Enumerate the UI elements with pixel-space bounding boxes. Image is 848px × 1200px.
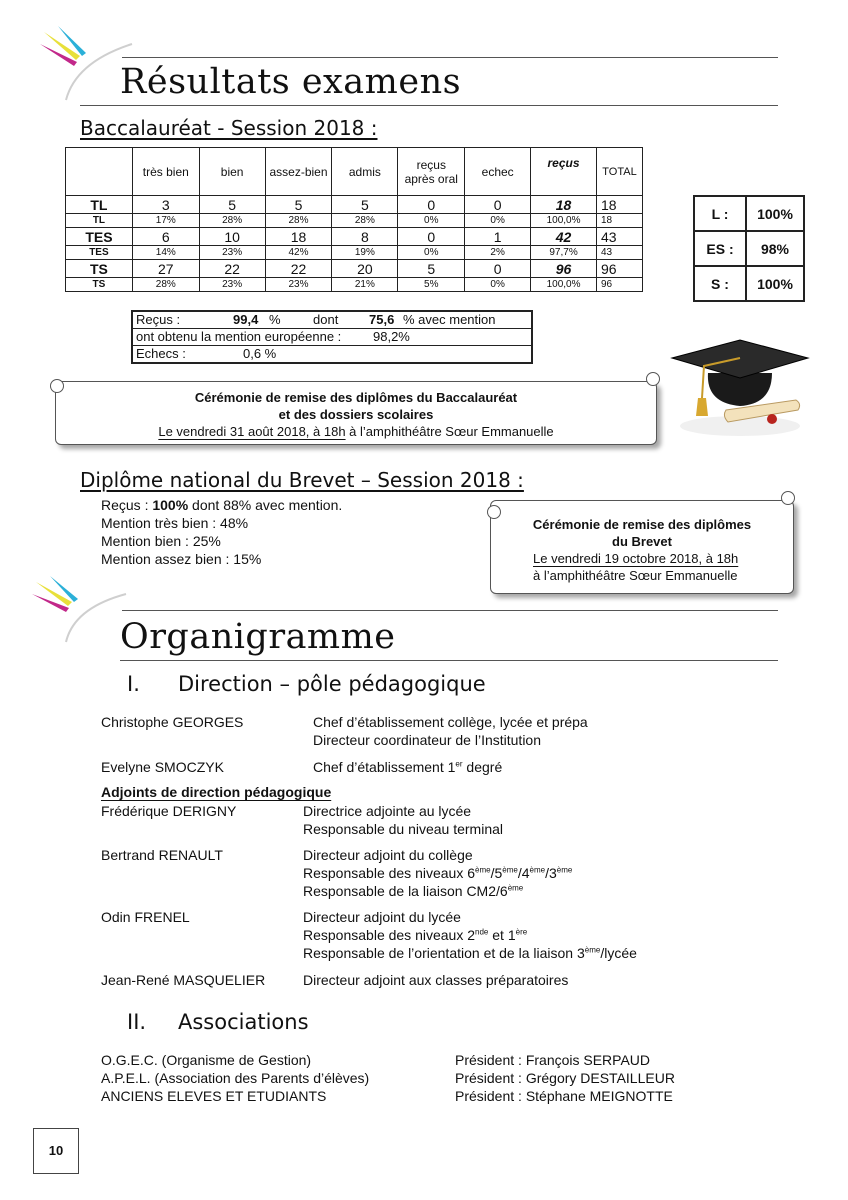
section2-title: Associations: [178, 1010, 309, 1034]
adjoint-role: Directeur adjoint du collège: [303, 847, 473, 863]
header-recus: reçus: [531, 148, 597, 196]
table-cell: 0%: [465, 278, 531, 292]
recap-recus-value: 99,4: [233, 312, 259, 327]
row-label: TL: [66, 196, 133, 214]
recap-recus-line: [133, 312, 531, 329]
header-total: TOTAL: [596, 148, 642, 196]
recap-euro-line: [133, 329, 531, 346]
association-name: A.P.E.L. (Association des Parents d’élèves): [101, 1070, 370, 1086]
role-text: Responsable de l’orientation et de la liaison 3: [303, 945, 585, 961]
orga-heading: Organigramme: [120, 617, 396, 657]
adjoint-role: Responsable des niveaux 6ème/5ème/4ème/3ème: [303, 865, 573, 881]
adjoint-role: Directrice adjointe au lycée: [303, 803, 472, 819]
bac-subheading: Baccalauréat - Session 2018 :: [80, 116, 378, 140]
table-cell: 28%: [199, 214, 265, 228]
table-row: [694, 196, 804, 231]
table-cell: 42%: [265, 246, 332, 260]
role-sup: er: [455, 759, 463, 769]
page-number: 10: [33, 1128, 79, 1174]
recap-euro-text: ont obtenu la mention européenne :: [136, 329, 342, 344]
brevet-ceremony-line2: du Brevet: [612, 534, 672, 549]
table-cell: 28%: [265, 214, 332, 228]
recap-mention-text: % avec mention: [403, 312, 496, 327]
table-cell: 18: [531, 196, 597, 214]
bac-ceremony-line2: et des dossiers scolaires: [278, 407, 434, 422]
brevet-subheading: Diplôme national du Brevet – Session 2018 :: [80, 468, 524, 492]
recap-echec-line: [133, 346, 531, 362]
bac-ceremony-place: à l’amphithéâtre Sœur Emmanuelle: [345, 424, 554, 439]
table-cell: 96: [531, 260, 597, 278]
scroll-curl-icon: [646, 372, 660, 386]
association-name: ANCIENS ELEVES ET ETUDIANTS: [101, 1088, 327, 1104]
row-label: TL: [66, 214, 133, 228]
association-president: Président : François SERPAUD: [455, 1052, 651, 1068]
table-row: [66, 196, 643, 214]
bac-success-rates: [693, 195, 805, 302]
recap-recus-percent: %: [269, 312, 281, 327]
adjoint-name: Bertrand RENAULT: [101, 847, 223, 863]
table-cell: 1: [465, 228, 531, 246]
table-cell: 96: [596, 260, 642, 278]
table-cell: 14%: [132, 246, 199, 260]
header-bien: bien: [199, 148, 265, 196]
director-role: Directeur coordinateur de l’Institution: [313, 732, 542, 748]
table-cell: 18: [265, 228, 332, 246]
orga-heading-rule: [120, 660, 778, 661]
table-cell: 0%: [465, 214, 531, 228]
scroll-curl-icon: [487, 505, 501, 519]
table-cell: 43: [596, 246, 642, 260]
graduation-cap-icon: [668, 318, 813, 440]
table-cell: 23%: [199, 278, 265, 292]
row-label: TES: [66, 246, 133, 260]
top-rule: [122, 57, 778, 58]
role-text: Responsable des niveaux 6: [303, 865, 476, 881]
brevet-ceremony-place: à l’amphithéâtre Sœur Emmanuelle: [533, 568, 738, 583]
table-cell: 5: [199, 196, 265, 214]
header-recus-apres-oral: reçus après oral: [398, 148, 465, 196]
table-cell: 0: [398, 228, 465, 246]
association-president: Président : Stéphane MEIGNOTTE: [455, 1088, 673, 1104]
role-text: degré: [462, 759, 503, 775]
header-tres-bien: très bien: [132, 148, 199, 196]
table-cell: 22: [265, 260, 332, 278]
recap-echec-value: 0,6 %: [243, 346, 277, 361]
bac-ceremony-date: Le vendredi 31 août 2018, à 18h: [158, 424, 346, 439]
row-label: TES: [66, 228, 133, 246]
table-cell: 17%: [132, 214, 199, 228]
adjoint-name: Frédérique DERIGNY: [101, 803, 237, 819]
brevet-mention-bien: Mention bien : 25%: [101, 533, 221, 549]
role-text: Responsable des niveaux 2: [303, 927, 476, 943]
table-cell: 0: [465, 196, 531, 214]
brevet-recus-detail: dont 88% avec mention.: [188, 497, 343, 513]
table-cell: 28%: [132, 278, 199, 292]
section2-number: II.: [127, 1010, 147, 1034]
table-cell: 96: [596, 278, 642, 292]
table-row: [66, 246, 643, 260]
rate-value: 98%: [746, 231, 804, 266]
association-president: Président : Grégory DESTAILLEUR: [455, 1070, 675, 1086]
brevet-ceremony-date-text: Le vendredi 19 octobre 2018, à 18h: [533, 551, 739, 566]
brevet-recus-value: 100%: [152, 497, 189, 513]
table-row: [66, 228, 643, 246]
scroll-curl-icon: [781, 491, 795, 505]
adjoints-title: Adjoints de direction pédagogique: [101, 784, 332, 800]
table-cell: 18: [596, 196, 642, 214]
role-text: et 1: [488, 927, 516, 943]
table-row: [694, 231, 804, 266]
header-assez-bien: assez-bien: [265, 148, 332, 196]
table-row: [66, 214, 643, 228]
table-cell: 10: [199, 228, 265, 246]
heading-rule: [80, 105, 778, 106]
table-cell: 43: [596, 228, 642, 246]
rate-label: S :: [694, 266, 746, 301]
bac-ceremony-when: [56, 423, 656, 440]
table-cell: 19%: [332, 246, 398, 260]
table-cell: 42: [531, 228, 597, 246]
role-text: /lycée: [600, 945, 637, 961]
table-cell: 6: [132, 228, 199, 246]
adjoint-role: Responsable de la liaison CM2/6ème: [303, 883, 524, 899]
section1-title: Direction – pôle pédagogique: [178, 672, 486, 696]
corner-cell: [66, 148, 133, 196]
brevet-recus: [101, 496, 342, 514]
table-cell: 2%: [465, 246, 531, 260]
recap-mention-value: 75,6: [369, 312, 395, 327]
row-label: TS: [66, 278, 133, 292]
brevet-mention-assez-bien: Mention assez bien : 15%: [101, 551, 262, 567]
brevet-ceremony-scroll: [490, 500, 794, 594]
table-cell: 100,0%: [531, 214, 597, 228]
table-cell: 100,0%: [531, 278, 597, 292]
director-role: Chef d’établissement collège, lycée et prépa: [313, 714, 588, 730]
role-text: Chef d’établissement 1: [313, 759, 456, 775]
table-cell: 0: [398, 196, 465, 214]
adjoint-role: Directeur adjoint du lycée: [303, 909, 461, 925]
table-cell: 0%: [398, 214, 465, 228]
table-cell: 0: [465, 260, 531, 278]
table-cell: 97,7%: [531, 246, 597, 260]
table-cell: 23%: [265, 278, 332, 292]
table-row: [694, 266, 804, 301]
table-cell: 5: [265, 196, 332, 214]
table-cell: 3: [132, 196, 199, 214]
table-cell: 21%: [332, 278, 398, 292]
role-sup: ère: [515, 927, 528, 937]
recap-echec-label: Echecs :: [136, 346, 186, 361]
recap-euro-value: 98,2%: [373, 329, 410, 344]
table-row: [66, 260, 643, 278]
rate-label: ES :: [694, 231, 746, 266]
role-sup: ème: [584, 945, 601, 955]
role-sup: nde: [475, 927, 489, 937]
table-cell: 5: [332, 196, 398, 214]
table-cell: 20: [332, 260, 398, 278]
bac-ceremony-line1: Cérémonie de remise des diplômes du Baccalauréat: [194, 390, 518, 405]
table-cell: 28%: [332, 214, 398, 228]
row-label: TS: [66, 260, 133, 278]
adjoint-name: Jean-René MASQUELIER: [101, 972, 266, 988]
adjoint-role: [303, 944, 637, 962]
brevet-recus-label: Reçus :: [101, 497, 153, 513]
director-name: Christophe GEORGES: [101, 714, 244, 730]
brevet-ceremony-line1: Cérémonie de remise des diplômes: [532, 517, 752, 532]
header-echec: echec: [465, 148, 531, 196]
rate-value: 100%: [746, 266, 804, 301]
table-cell: 18: [596, 214, 642, 228]
school-logo-icon: [30, 574, 130, 644]
results-heading: Résultats examens: [120, 62, 462, 102]
table-cell: 27: [132, 260, 199, 278]
rate-label: L :: [694, 196, 746, 231]
director-role: [313, 758, 502, 776]
adjoint-name: Odin FRENEL: [101, 909, 190, 925]
adjoint-role: Responsable du niveau terminal: [303, 821, 504, 837]
table-cell: 5%: [398, 278, 465, 292]
table-cell: 22: [199, 260, 265, 278]
role-text: Responsable de la liaison CM2/6: [303, 883, 508, 899]
section1-number: I.: [127, 672, 140, 696]
adjoint-role: Directeur adjoint aux classes préparatoires: [303, 972, 569, 988]
orga-top-rule: [122, 610, 778, 611]
brevet-mention-tres-bien: Mention très bien : 48%: [101, 515, 249, 531]
director-name: Evelyne SMOCZYK: [101, 759, 224, 775]
rate-value: 100%: [746, 196, 804, 231]
bac-ceremony-scroll: [55, 381, 657, 445]
table-cell: 23%: [199, 246, 265, 260]
recap-recus-label: Reçus :: [136, 312, 181, 327]
association-name: O.G.E.C. (Organisme de Gestion): [101, 1052, 312, 1068]
adjoint-role: [303, 926, 527, 944]
header-admis: admis: [332, 148, 398, 196]
table-cell: 0%: [398, 246, 465, 260]
table-cell: 5: [398, 260, 465, 278]
bac-recap-box: [131, 310, 533, 364]
table-row: [66, 278, 643, 292]
scroll-curl-icon: [50, 379, 64, 393]
recap-dont: dont: [313, 312, 339, 327]
bac-results-table: [65, 147, 643, 292]
table-header-row: [66, 148, 643, 196]
brevet-ceremony-date: [491, 550, 793, 567]
table-cell: 8: [332, 228, 398, 246]
